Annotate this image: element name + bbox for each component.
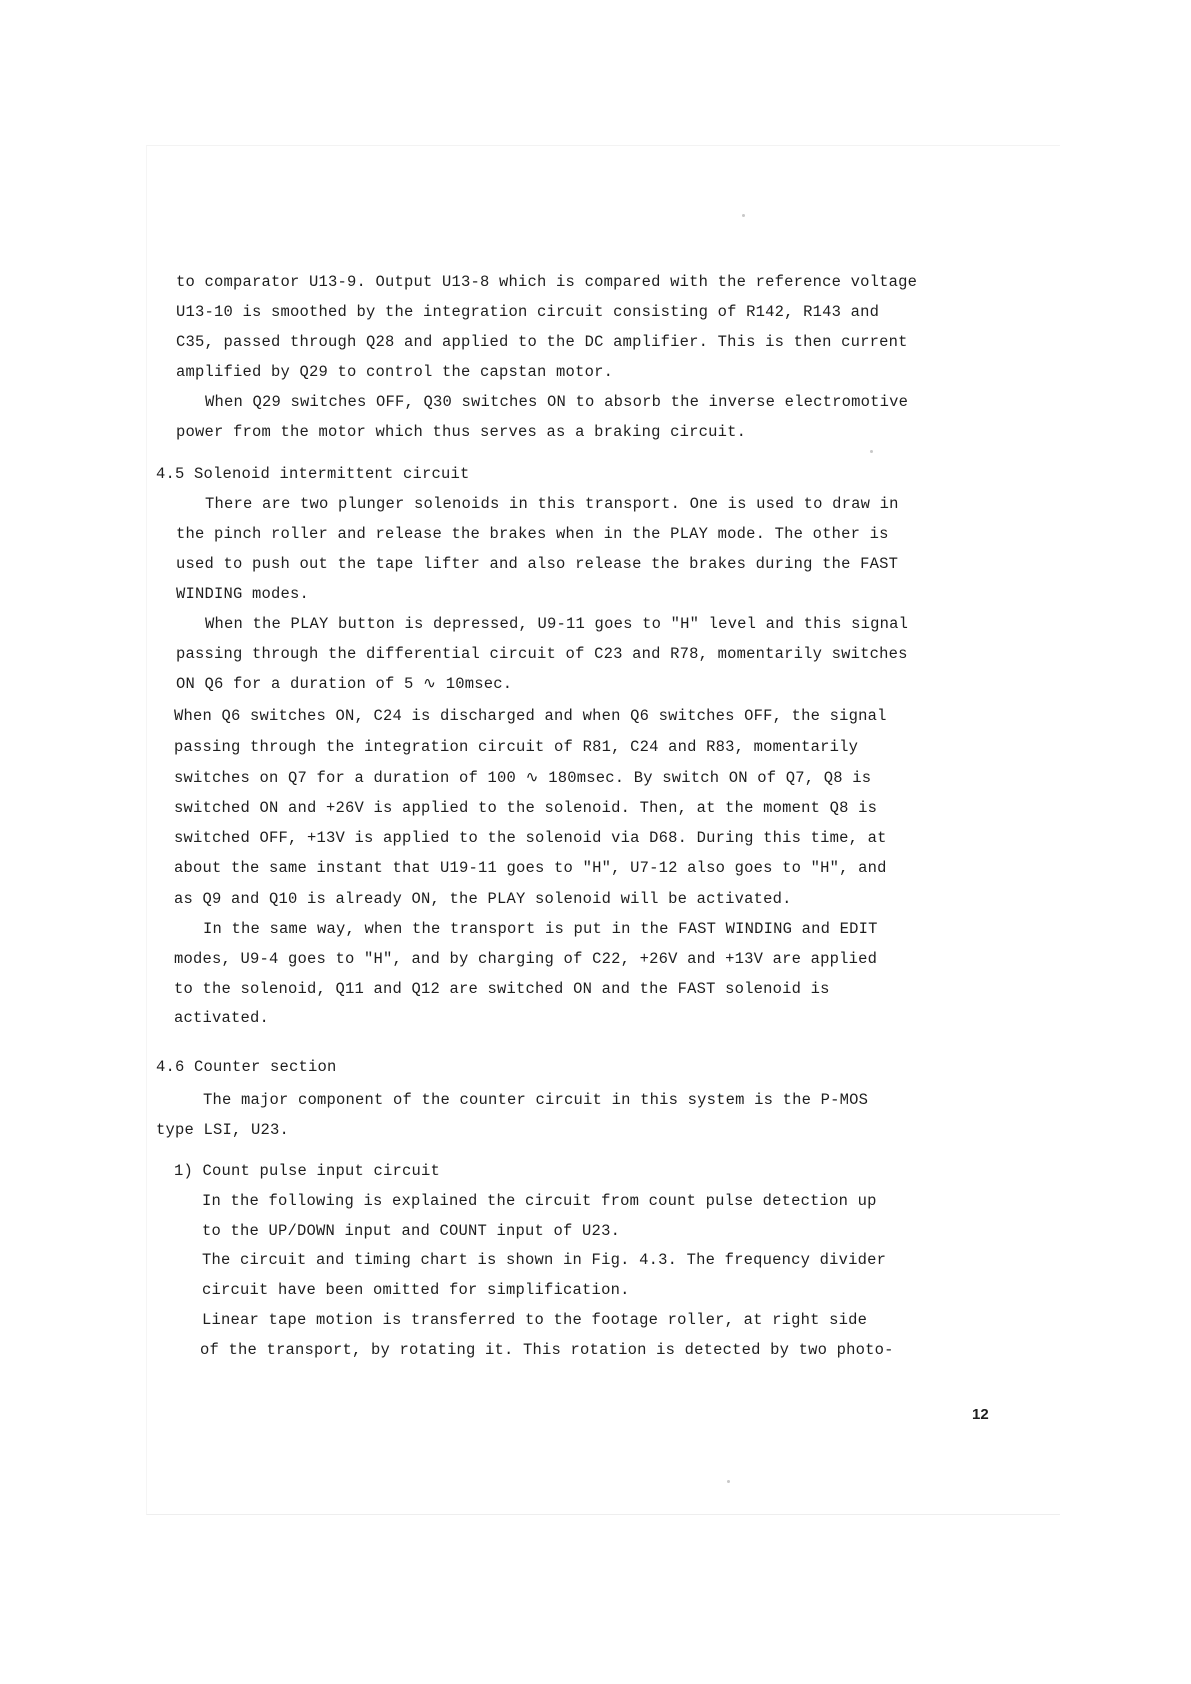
scan-speck	[870, 450, 873, 453]
text-line: When Q29 switches OFF, Q30 switches ON to absorb the inverse electromotive	[205, 393, 909, 411]
text-line: activated.	[174, 1009, 270, 1027]
text-line: switches on Q7 for a duration of 100 ∿ 180msec. By switch ON of Q7, Q8 is	[174, 769, 872, 787]
text-line: In the following is explained the circuit from count pulse detection up	[202, 1192, 877, 1210]
text-line: circuit have been omitted for simplification.	[202, 1281, 630, 1299]
text-line: Linear tape motion is transferred to the footage roller, at right side	[202, 1311, 868, 1329]
text-line: The circuit and timing chart is shown in Fig. 4.3. The frequency divider	[202, 1251, 887, 1269]
text-line: used to push out the tape lifter and also release the brakes during the FAST	[176, 555, 899, 573]
section-heading: 4.5 Solenoid intermittent circuit	[156, 465, 470, 483]
text-line: When the PLAY button is depressed, U9-11 goes to "H" level and this signal	[205, 615, 909, 633]
text-line: of the transport, by rotating it. This rotation is detected by two photo-	[200, 1341, 894, 1359]
text-line: There are two plunger solenoids in this transport. One is used to draw in	[205, 495, 899, 513]
text-line: In the same way, when the transport is put in the FAST WINDING and EDIT	[203, 920, 878, 938]
subsection-heading: 1) Count pulse input circuit	[174, 1162, 441, 1180]
scan-speck	[727, 1480, 730, 1483]
text-line: passing through the differential circuit of C23 and R78, momentarily switches	[176, 645, 908, 663]
text-line: switched OFF, +13V is applied to the solenoid via D68. During this time, at	[174, 829, 887, 847]
text-line: U13-10 is smoothed by the integration circuit consisting of R142, R143 and	[176, 303, 880, 321]
text-line: to the UP/DOWN input and COUNT input of U23.	[202, 1222, 621, 1240]
text-line: WINDING modes.	[176, 585, 310, 603]
text-line: to comparator U13-9. Output U13-8 which is compared with the reference voltage	[176, 273, 918, 291]
text-line: ON Q6 for a duration of 5 ∿ 10msec.	[176, 675, 513, 693]
text-line: When Q6 switches ON, C24 is discharged and when Q6 switches OFF, the signal	[174, 707, 887, 725]
text-line: type LSI, U23.	[156, 1121, 290, 1139]
text-line: power from the motor which thus serves as a braking circuit.	[176, 423, 747, 441]
text-line: switched ON and +26V is applied to the solenoid. Then, at the moment Q8 is	[174, 799, 878, 817]
text-line: the pinch roller and release the brakes when in the PLAY mode. The other is	[176, 525, 889, 543]
section-heading: 4.6 Counter section	[156, 1058, 337, 1076]
text-line: about the same instant that U19-11 goes to "H", U7-12 also goes to "H", and	[174, 859, 887, 877]
text-line: The major component of the counter circuit in this system is the P-MOS	[203, 1091, 869, 1109]
text-line: C35, passed through Q28 and applied to the DC amplifier. This is then current	[176, 333, 908, 351]
text-line: modes, U9-4 goes to "H", and by charging of C22, +26V and +13V are applied	[174, 950, 878, 968]
text-line: amplified by Q29 to control the capstan motor.	[176, 363, 614, 381]
text-line: passing through the integration circuit of R81, C24 and R83, momentarily	[174, 738, 859, 756]
text-line: as Q9 and Q10 is already ON, the PLAY solenoid will be activated.	[174, 890, 792, 908]
scan-speck	[742, 214, 745, 217]
page-number: 12	[972, 1406, 989, 1423]
text-line: to the solenoid, Q11 and Q12 are switched ON and the FAST solenoid is	[174, 980, 830, 998]
